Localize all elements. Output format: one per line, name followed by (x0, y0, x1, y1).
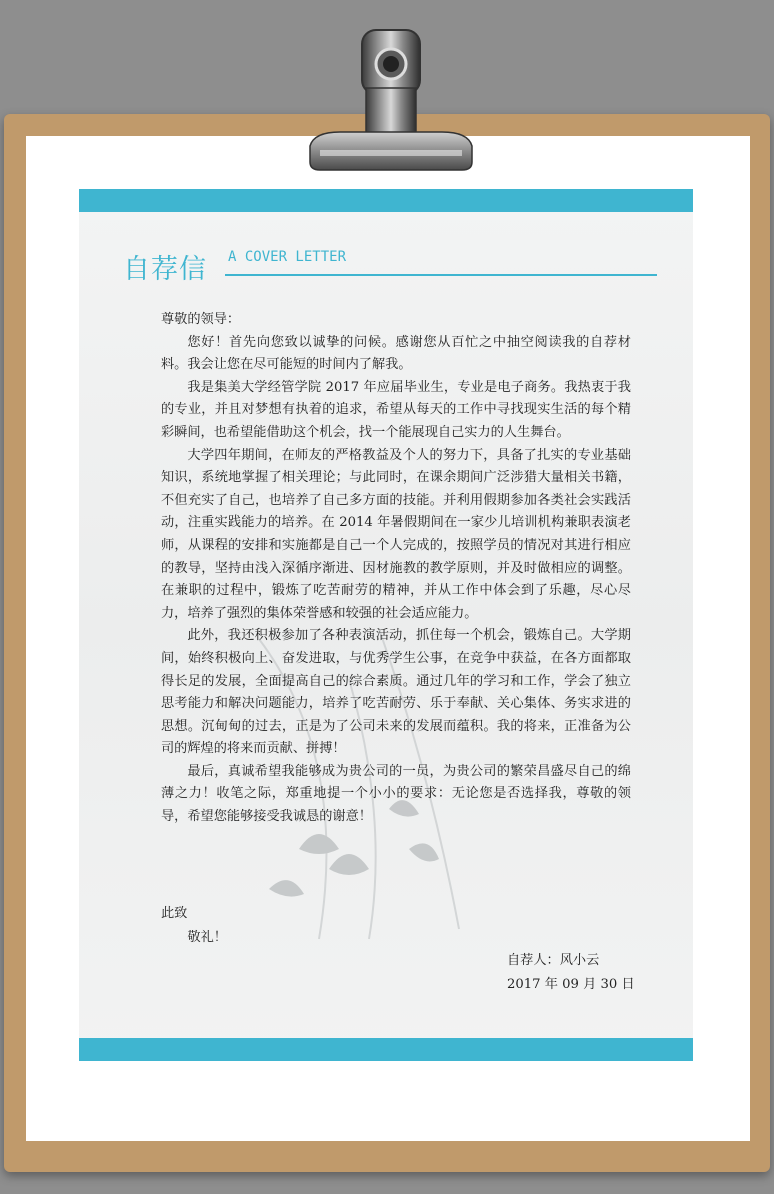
footer-accent-bar (79, 1038, 693, 1061)
paragraph-conclusion: 最后，真诚希望我能够成为贵公司的一员，为贵公司的繁荣昌盛尽自己的绵薄之力！收笔之际，郑重地提一个小小的要求：无论您是否选择我，尊敬的领导，希望您能够接受我诚恳的谢意！ (161, 763, 631, 825)
binder-clip-icon (300, 24, 480, 184)
closing-block (161, 902, 227, 950)
letter-body (161, 309, 631, 829)
signer-name: 自荐人：风小云 (507, 953, 600, 968)
signature-block (507, 949, 635, 997)
closing-line-1: 此致 (161, 906, 188, 921)
salutation: 尊敬的领导： (161, 312, 241, 327)
letter-subtitle: A COVER LETTER (228, 249, 347, 265)
cover-letter (79, 189, 693, 1061)
letter-date: 2017 年 09 月 30 日 (507, 977, 635, 992)
letter-title: 自荐信 (123, 254, 207, 285)
closing-line-2: 敬礼！ (187, 930, 227, 945)
header-accent-bar (79, 189, 693, 212)
title-underline (225, 274, 657, 276)
paragraph-greeting: 您好！首先向您致以诚挚的问候。感谢您从百忙之中抽空阅读我的自荐材料。我会让您在尽可能短的时间内了解我。 (161, 334, 631, 373)
paragraph-university: 大学四年期间，在师友的严格教益及个人的努力下，具备了扎实的专业基础知识，系统地掌握了相关理论；与此同时，在课余期间广泛涉猎大量相关书籍，不但充实了自己，也培养了自己多方面的技能。并利用假期参加各类社会实践活动，注重实践能力的培养。在 2014 年暑假期间在一家少儿培训机构兼职表演老师，从课程的安排和实施都是自己一个人完成的，按照学员的情况对其进行相应的教导，坚持由浅入深循序渐进、因材施教的教学原则，并及时做相应的调整。在兼职的过程中，锻炼了吃苦耐劳的精神，并从工作中体会到了乐趣，尽心尽力，培养了强烈的集体荣誉感和较强的社会适应能力。 (161, 447, 631, 621)
paragraph-introduction: 我是集美大学经管学院 2017 年应届毕业生，专业是电子商务。我热衷于我的专业，并且对梦想有执着的追求，希望从每天的工作中寻找现实生活的每个精彩瞬间，也希望能借助这个机会，找一个能展现自己实力的人生舞台。 (161, 379, 631, 440)
paragraph-activities: 此外，我还积极参加了各种表演活动，抓住每一个机会，锻炼自己。大学期间，始终积极向上、奋发进取，与优秀学生公事，在竞争中获益，在各方面都取得长足的发展，全面提高自己的综合素质。通过几年的学习和工作，学会了独立思考能力和解决问题能力，培养了吃苦耐劳、乐于奉献、关心集体、务实求进的思想。沉甸甸的过去，正是为了公司未来的发展而蕴积。我的将来，正准备为公司的辉煌的将来而贡献、拼搏！ (161, 628, 631, 757)
